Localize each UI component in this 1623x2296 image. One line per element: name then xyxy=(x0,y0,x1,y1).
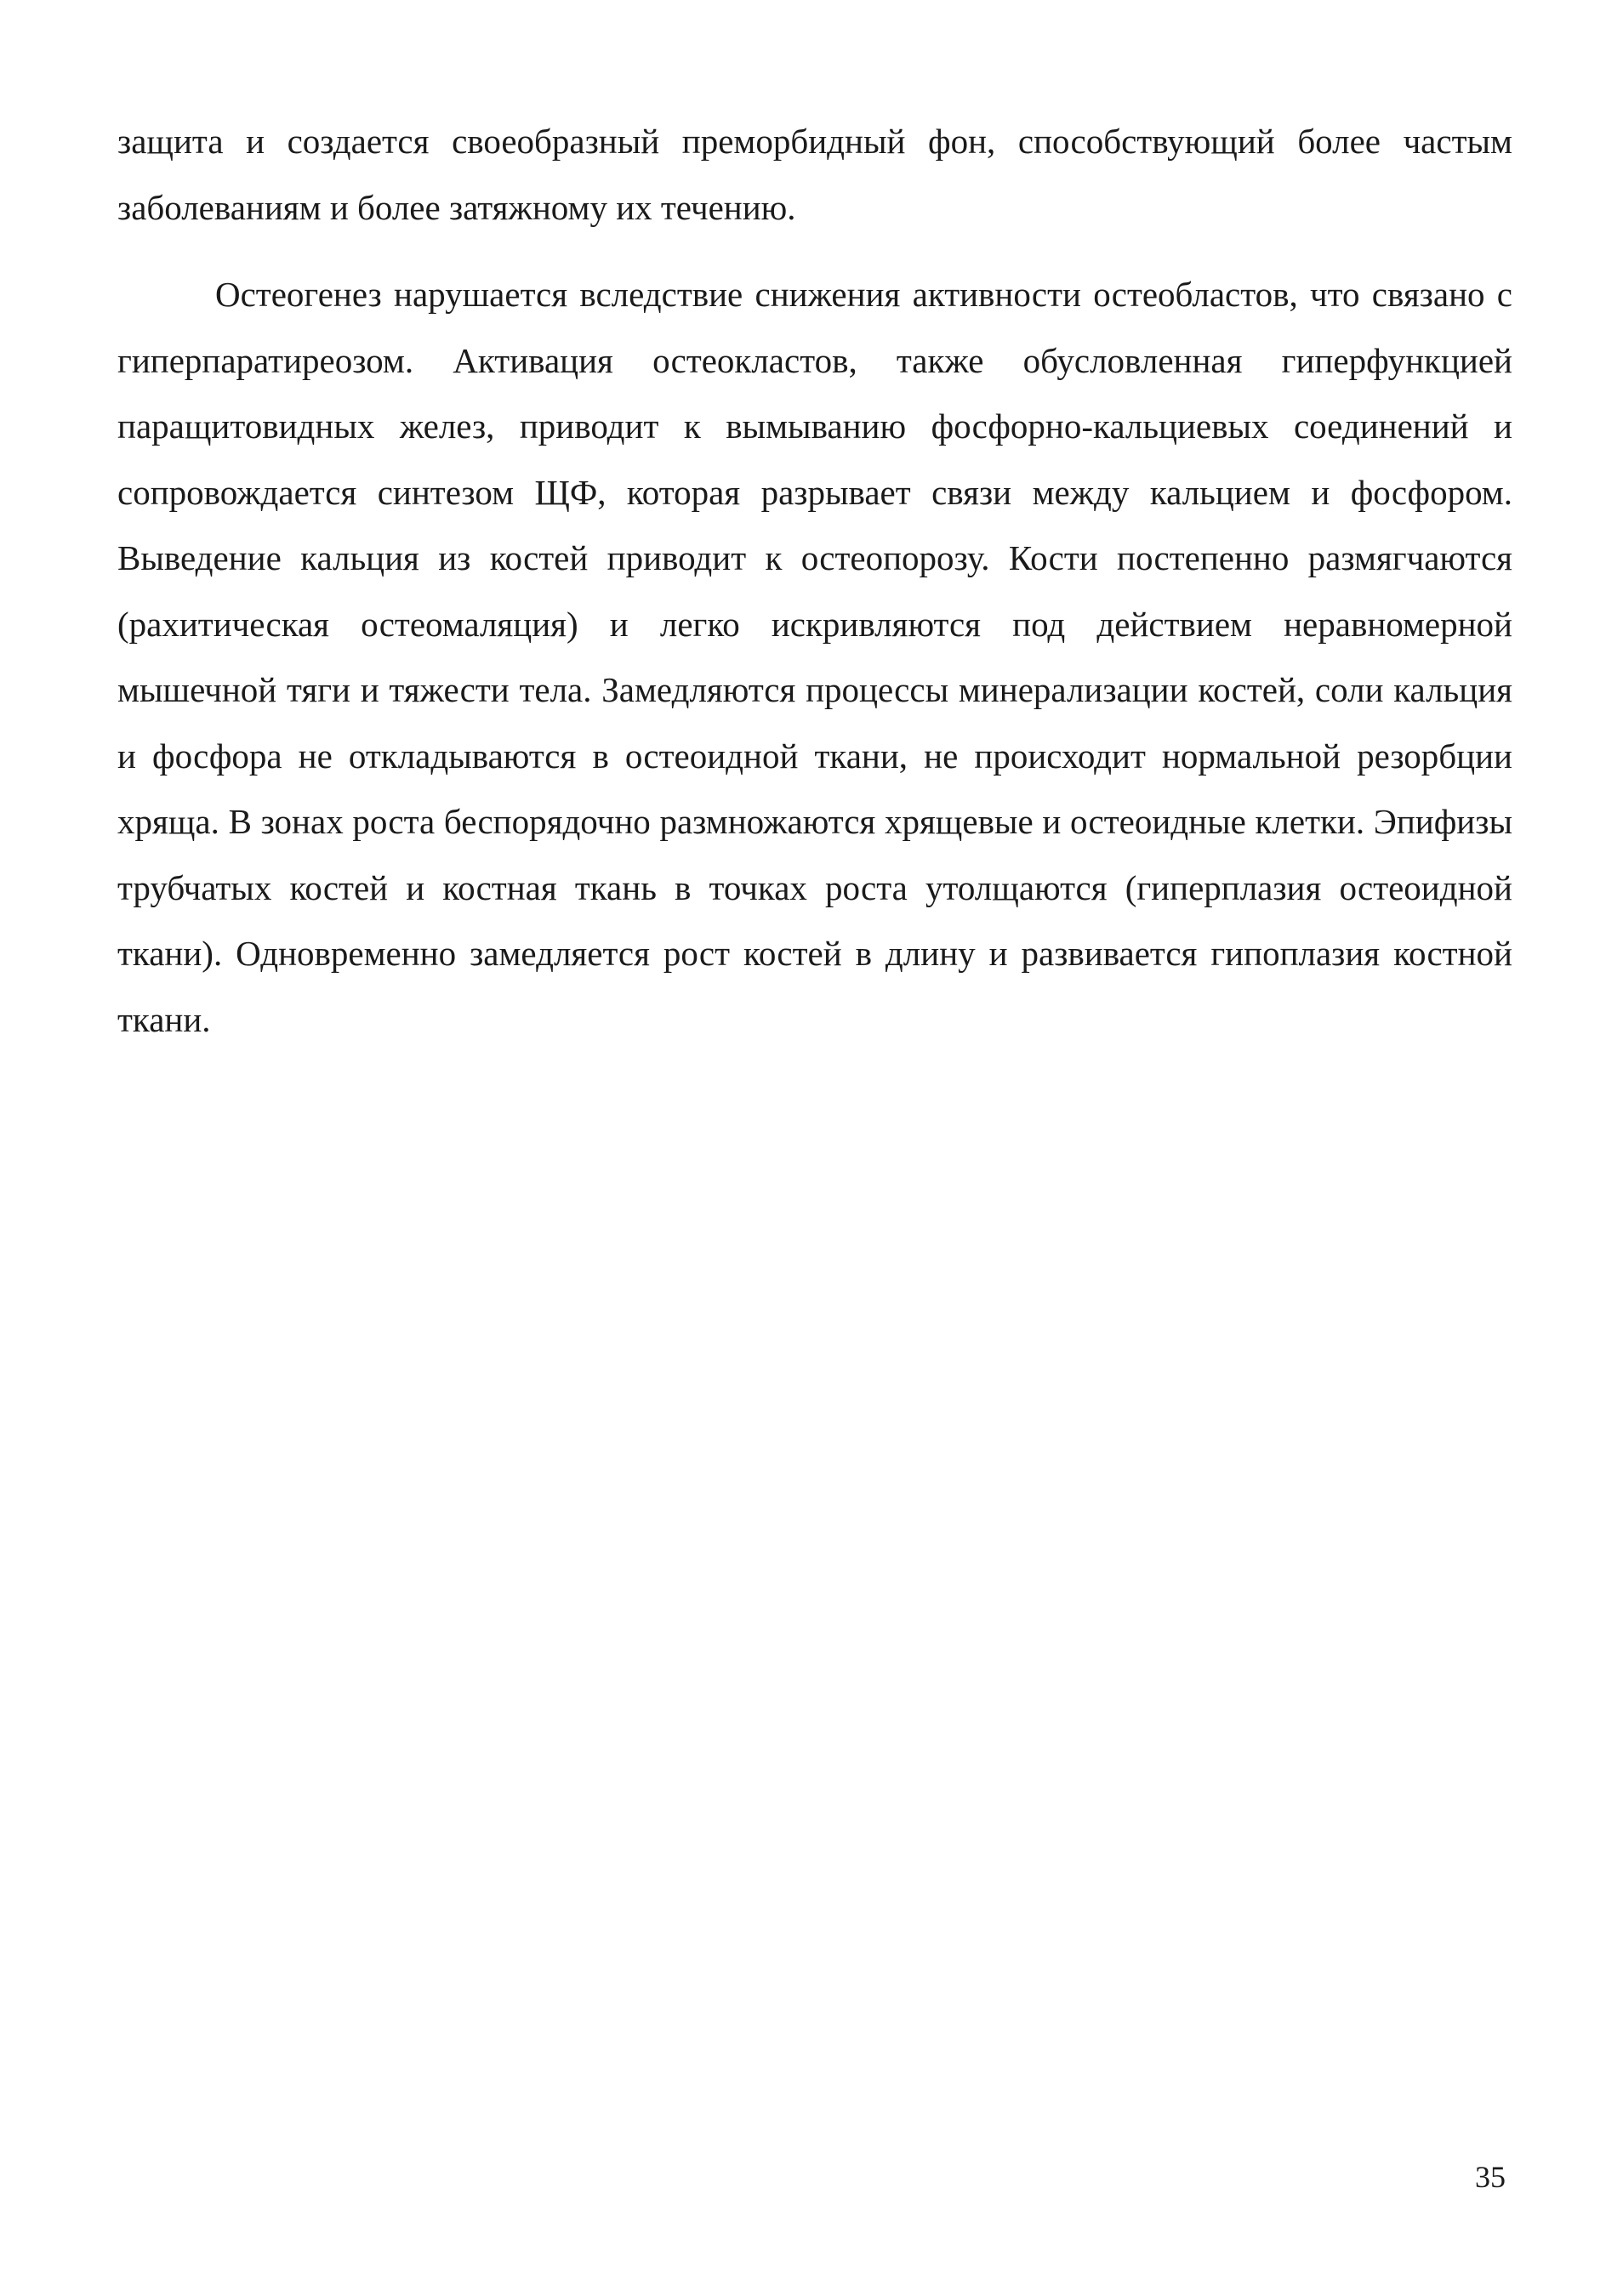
paragraph-continuation: защита и создается своеобразный преморбидный фон, способствующий более частым заболеваниям и более затяжному их течению. xyxy=(117,122,1512,227)
page-number: 35 xyxy=(1475,2160,1506,2194)
paragraph-osteogenesis: Остеогенез нарушается вследствие снижения активности остеобластов, что связано с гиперпаратиреозом. Активация остеокластов, также обусловленная гиперфункцией паращитовидных желез, приводит к вымыванию фосфорно-кальциевых соединений и сопровождается синтезом ЩФ, которая разрывает связи между кальцием и фосфором. Выведение кальция из костей приводит к остеопорозу. Кости постепенно размягчаются (рахитическая остеомаляция) и легко искривляются под действием неравномерной мышечной тяги и тяжести тела. Замедляются процессы минерализации костей, соли кальция и фосфора не откладываются в остеоидной ткани, не происходит нормальной резорбции хряща. В зонах роста беспорядочно размножаются хрящевые и остеоидные клетки. Эпифизы трубчатых костей и костная ткань в точках роста утолщаются (гиперплазия остеоидной ткани). Одновременно замедляется рост костей в длину и развивается гипоплазия костной ткани. xyxy=(117,275,1512,1039)
paragraph-spacer xyxy=(117,241,1512,262)
body-text xyxy=(117,109,1512,1053)
